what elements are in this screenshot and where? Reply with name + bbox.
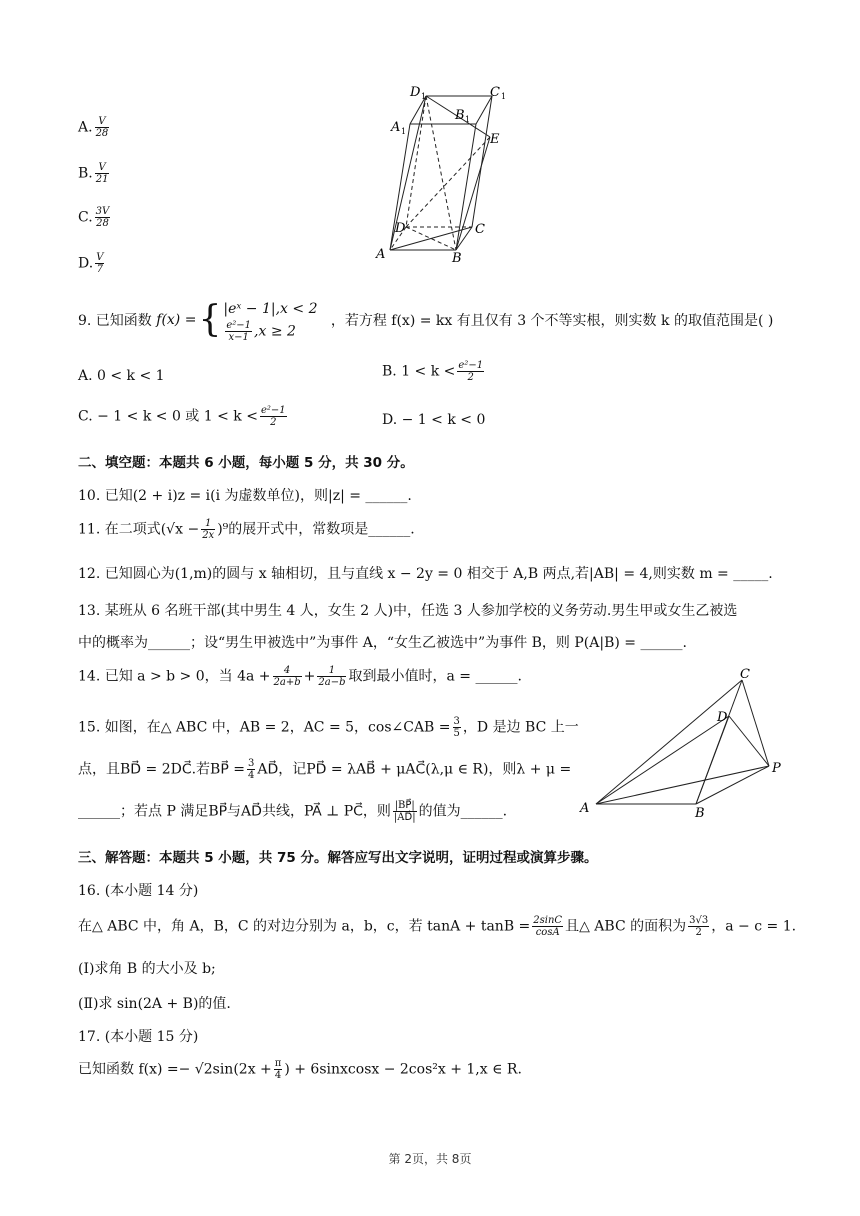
label-a: A <box>580 801 590 816</box>
q8-option-a: A. $\frac{V}{28}$ <box>78 116 109 139</box>
prism-figure <box>370 82 510 267</box>
label-d1: D <box>410 85 421 100</box>
label-p: P <box>772 761 781 776</box>
q8-option-b: B. $\frac{V}{21}$ <box>78 162 109 185</box>
label-b1-sub: 1 <box>465 115 471 124</box>
q9-option-a: A. 0 < k < 1 <box>78 368 165 384</box>
label-c: C <box>740 667 750 682</box>
label-d1-sub: 1 <box>421 92 427 101</box>
q9-option-b: B. 1 < k < $\frac{\text{e²−1}}{2}$ <box>382 360 484 383</box>
q9-option-d: D. − 1 < k < 0 <box>382 412 486 428</box>
q15-line3: ______；若点 P 满足BP⃗与AD⃗共线，PA⃗ ⊥ PC⃗，则 $\frac{|BP⃗|}{|AD⃗|}$ 的值为______. <box>78 800 508 823</box>
label-d: D <box>717 710 728 725</box>
q13-line1: 13. 某班从 6 名班干部(其中男生 4 人，女生 2 人)中，任选 3 人参加学校的义务劳动.男生甲或女生乙被选 <box>78 603 738 619</box>
q9-stem: 9. 已知函数 f(x) = { |eˣ − 1|,x < 2 $\frac{\text{e²−1}}{x-1}$ ,x ≥ 2 ，若方程 f(x) = kx 有且仅有 3 个不等实根，则实数 k 的取值范围是( ) <box>78 299 774 343</box>
q11: 11. 在二项式(√x − $\frac{1}{2x}$ )⁹的展开式中，常数项是______. <box>78 518 415 541</box>
q9-option-c: C. − 1 < k < 0 或 1 < k < $\frac{\text{e²−1}}{2}$ <box>78 405 286 428</box>
label-e: E <box>490 132 500 147</box>
q8-option-c: C. $\frac{3V}{28}$ <box>78 206 110 229</box>
label-c1: C <box>490 85 500 100</box>
label-b1: B <box>455 108 465 123</box>
q15-line2: 点，且BD⃗ = 2DC⃗.若BP⃗ = $\frac{3}{4}$ AD⃗，记PD⃗ = λAB⃗ + μAC⃗(λ,μ ∈ R)，则λ + μ = <box>78 758 572 781</box>
q10: 10. 已知(2 + i)z = i(i 为虚数单位)，则|z| = ______. <box>78 488 412 504</box>
label-c1-sub: 1 <box>501 92 507 101</box>
page-footer: 第 2页，共 8页 <box>388 1152 472 1166</box>
q17-stem: 已知函数 f(x) =− √2sin(2x + $\frac{\pi}{4}$ ) + 6sinxcosx − 2cos²x + 1,x ∈ R. <box>78 1058 522 1081</box>
q14: 14. 已知 a > b > 0，当 4a + $\frac{4}{2a+b}$ + $\frac{1}{2a-b}$ 取到最小值时，a = ______. <box>78 665 522 688</box>
label-c: C <box>475 222 485 237</box>
q12: 12. 已知圆心为(1,m)的圆与 x 轴相切，且与直线 x − 2y = 0 相交于 A,B 两点,若|AB| = 4,则实数 m = _____. <box>78 566 773 582</box>
label-a: A <box>376 247 386 262</box>
label-b: B <box>695 806 705 821</box>
q16-part1: (Ⅰ)求角 B 的大小及 b; <box>78 961 216 977</box>
q15-line1: 15. 如图，在△ ABC 中，AB = 2，AC = 5，cos∠CAB = $\frac{3}{5}$ ，D 是边 BC 上一 <box>78 716 579 739</box>
q17-head: 17. (本小题 15 分) <box>78 1029 199 1045</box>
label-a1: A <box>391 120 401 135</box>
q13-line2: 中的概率为______；设“男生甲被选中”为事件 A，“女生乙被选中”为事件 B，则 P(A|B) = ______. <box>78 635 687 651</box>
q8-option-d: D. $\frac{V}{7}$ <box>78 252 104 275</box>
q16-part2: (Ⅱ)求 sin(2A + B)的值. <box>78 996 231 1012</box>
q16-head: 16. (本小题 14 分) <box>78 883 199 899</box>
q16-stem: 在△ ABC 中，角 A，B，C 的对边分别为 a，b，c，若 tanA + tanB = $\frac{2\sin C}{\cos A}$ 且△ ABC 的面积为 $\frac{3√3}{2}$ ，a − c = 1. <box>78 915 797 938</box>
label-d: D <box>395 221 406 236</box>
label-a1-sub: 1 <box>401 127 407 136</box>
triangle-figure <box>574 666 794 826</box>
section-3-heading: 三、解答题：本题共 5 小题，共 75 分。解答应写出文字说明，证明过程或演算步骤。 <box>78 850 598 866</box>
label-b: B <box>452 251 462 266</box>
section-2-heading: 二、填空题：本题共 6 小题，每小题 5 分，共 30 分。 <box>78 455 414 471</box>
